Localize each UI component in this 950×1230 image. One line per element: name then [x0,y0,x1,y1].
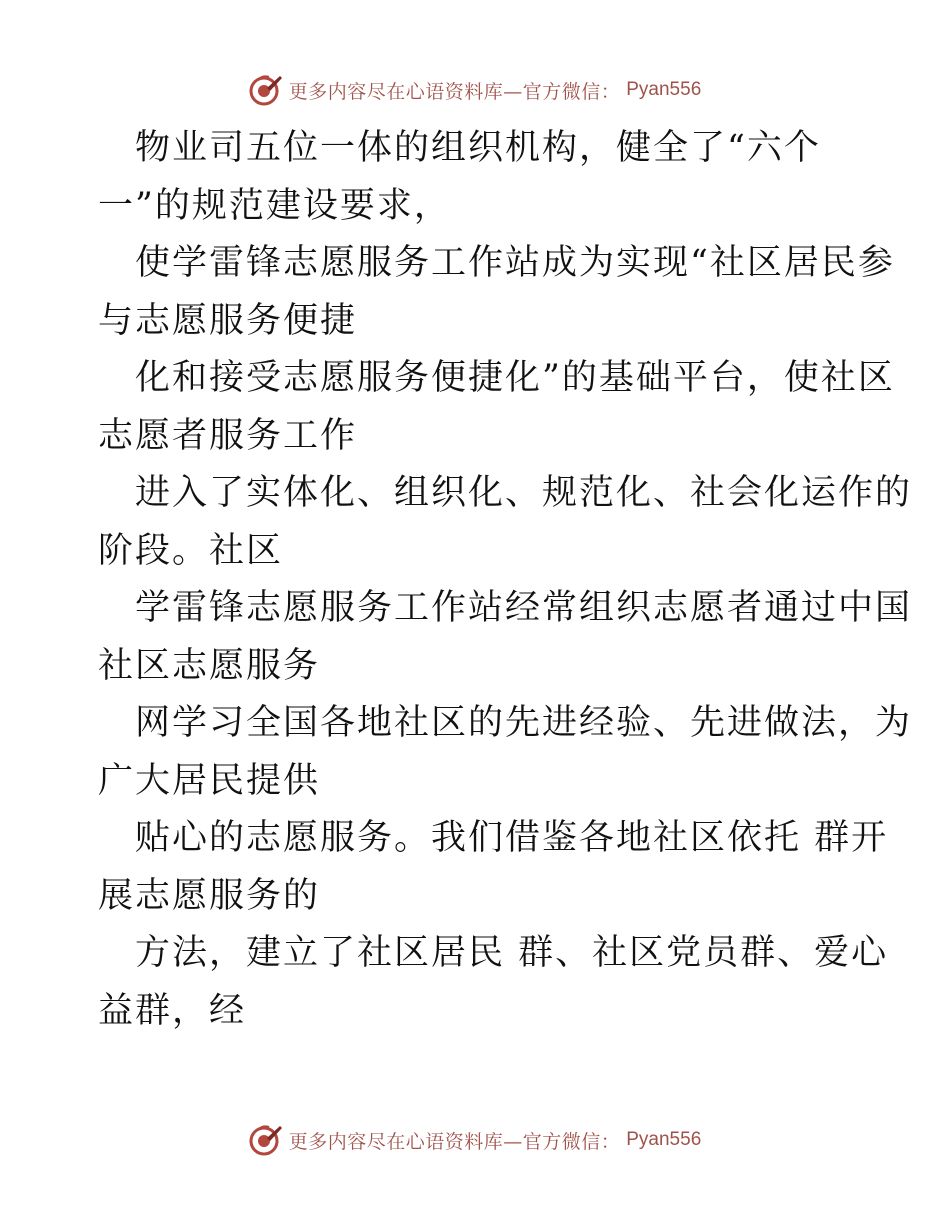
text-line: 学雷锋志愿服务工作站经常组织志愿者通过中国 [135,588,913,628]
text-line: 社区志愿服务 [98,645,321,686]
text-line: 阶段。社区 [98,530,284,571]
text-line: 物业司五位一体的组织机构，健全了“六个 [135,128,821,168]
text-line: 方法，建立了社区居民 群、社区党员群、爱心 [135,933,889,973]
text-line: 网学习全国各地社区的先进经验、先进做法，为 [135,703,913,743]
footer-watermark [0,1120,950,1160]
text-line: 进入了实体化、组织化、规范化、社会化运作的 [135,473,913,513]
document-body [98,120,913,1040]
watermark-id: Pyan556 [626,1129,702,1150]
text-line: 使学雷锋志愿服务工作站成为实现“社区居民参 [135,243,895,283]
watermark-id: Pyan556 [626,79,702,100]
pen-logo-icon [249,1123,283,1157]
text-line: 一”的规范建设要求， [98,185,451,226]
text-line: 贴心的志愿服务。我们借鉴各地社区依托 群开 [135,818,889,858]
watermark-text: 更多内容尽在心语资料库—官方微信： [288,80,621,103]
watermark-text: 更多内容尽在心语资料库—官方微信： [288,1130,621,1153]
text-line: 益群，经 [98,990,247,1031]
text-line: 展志愿服务的 [98,875,321,916]
header-watermark [0,70,950,110]
text-line: 志愿者服务工作 [98,415,358,456]
text-line: 广大居民提供 [98,760,321,801]
text-line: 与志愿服务便捷 [98,300,358,341]
text-line: 化和接受志愿服务便捷化”的基础平台，使社区 [135,358,895,398]
pen-logo-icon [249,73,283,107]
